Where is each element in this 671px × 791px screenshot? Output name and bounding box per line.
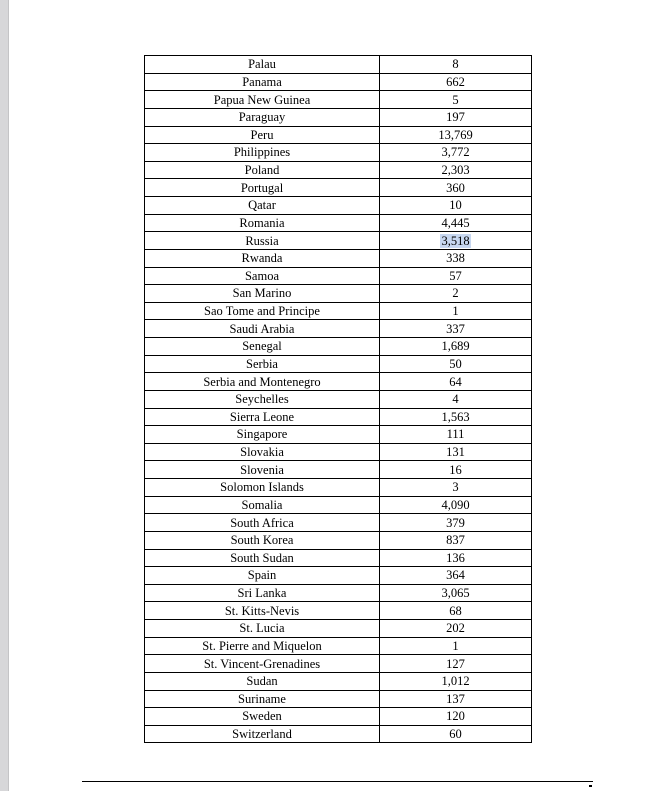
value-text: 379 xyxy=(446,515,465,530)
country-cell[interactable] xyxy=(145,232,380,250)
table-row xyxy=(145,73,532,91)
table-row xyxy=(145,567,532,585)
table-row xyxy=(145,355,532,373)
country-name: Poland xyxy=(244,163,280,178)
country-cell[interactable] xyxy=(145,373,380,391)
table-row xyxy=(145,443,532,461)
value-text: 1,563 xyxy=(441,409,470,424)
value-text: 2,303 xyxy=(441,163,470,178)
table-row xyxy=(145,302,532,320)
country-name: Slovenia xyxy=(240,462,284,477)
country-cell[interactable] xyxy=(145,126,380,144)
value-cell[interactable] xyxy=(380,514,532,532)
value-cell[interactable] xyxy=(380,672,532,690)
table-row xyxy=(145,690,532,708)
country-cell[interactable] xyxy=(145,302,380,320)
country-name: Serbia and Montenegro xyxy=(203,374,321,389)
table-row xyxy=(145,725,532,743)
value-cell[interactable] xyxy=(380,373,532,391)
value-text: 57 xyxy=(449,268,462,283)
value-text: 136 xyxy=(446,550,465,565)
country-cell[interactable] xyxy=(145,56,380,74)
value-cell[interactable] xyxy=(380,567,532,585)
value-cell[interactable] xyxy=(380,443,532,461)
value-text: 3 xyxy=(452,480,459,495)
country-name: Suriname xyxy=(238,691,286,706)
country-cell[interactable] xyxy=(145,637,380,655)
country-cell[interactable] xyxy=(145,91,380,109)
value-text: 16 xyxy=(449,462,462,477)
value-cell[interactable] xyxy=(380,602,532,620)
table-row xyxy=(145,496,532,514)
value-cell[interactable] xyxy=(380,56,532,74)
country-name: Sierra Leone xyxy=(229,409,295,424)
value-cell[interactable] xyxy=(380,584,532,602)
value-cell[interactable] xyxy=(380,249,532,267)
table-row xyxy=(145,549,532,567)
country-cell[interactable] xyxy=(145,214,380,232)
table-body xyxy=(145,56,532,743)
table-row xyxy=(145,126,532,144)
value-text: 1 xyxy=(452,304,459,319)
country-name: St. Lucia xyxy=(239,621,285,636)
value-cell[interactable] xyxy=(380,320,532,338)
country-cell[interactable] xyxy=(145,426,380,444)
value-cell[interactable] xyxy=(380,179,532,197)
country-name: Russia xyxy=(245,233,279,248)
country-name: St. Pierre and Miquelon xyxy=(202,638,322,653)
country-name: Sudan xyxy=(246,674,278,689)
value-text: 364 xyxy=(446,568,465,583)
country-cell[interactable] xyxy=(145,708,380,726)
value-cell[interactable] xyxy=(380,479,532,497)
country-cell[interactable] xyxy=(145,73,380,91)
value-text: 4,090 xyxy=(441,497,470,512)
value-text: 360 xyxy=(446,180,465,195)
value-text: 4,445 xyxy=(441,215,470,230)
value-cell[interactable] xyxy=(380,390,532,408)
table-row xyxy=(145,672,532,690)
value-cell[interactable] xyxy=(380,161,532,179)
country-name: Papua New Guinea xyxy=(213,92,311,107)
country-name: Sao Tome and Principe xyxy=(204,304,320,319)
value-cell[interactable] xyxy=(380,338,532,356)
table-row xyxy=(145,531,532,549)
country-name: Switzerland xyxy=(232,727,292,742)
value-text: 8 xyxy=(452,57,459,72)
table-row xyxy=(145,56,532,74)
table-row xyxy=(145,179,532,197)
value-cell[interactable] xyxy=(380,267,532,285)
value-text: 3,772 xyxy=(441,145,470,160)
value-cell[interactable] xyxy=(380,496,532,514)
country-name: South Africa xyxy=(230,515,294,530)
country-cell[interactable] xyxy=(145,549,380,567)
country-cell[interactable] xyxy=(145,620,380,638)
table-row xyxy=(145,479,532,497)
value-cell[interactable] xyxy=(380,637,532,655)
selected-value: 3,518 xyxy=(441,233,470,248)
country-name: Sweden xyxy=(242,709,282,724)
table-row xyxy=(145,408,532,426)
value-text: 4 xyxy=(452,392,459,407)
country-cell[interactable] xyxy=(145,267,380,285)
value-cell[interactable] xyxy=(380,126,532,144)
country-name: Serbia xyxy=(246,356,278,371)
table-row xyxy=(145,655,532,673)
value-text: 60 xyxy=(449,727,462,742)
value-cell[interactable] xyxy=(380,302,532,320)
value-cell[interactable] xyxy=(380,708,532,726)
value-cell[interactable] xyxy=(380,355,532,373)
country-name: Philippines xyxy=(233,145,291,160)
country-cell[interactable] xyxy=(145,461,380,479)
country-name: Palau xyxy=(248,57,276,72)
country-cell[interactable] xyxy=(145,479,380,497)
country-name: San Marino xyxy=(232,286,292,301)
country-cell[interactable] xyxy=(145,602,380,620)
table-row xyxy=(145,637,532,655)
value-text: 1 xyxy=(452,638,459,653)
table-row xyxy=(145,620,532,638)
value-cell[interactable] xyxy=(380,285,532,303)
country-name: Rwanda xyxy=(241,251,283,266)
country-name: Senegal xyxy=(242,339,282,354)
value-text: 111 xyxy=(446,427,465,442)
country-cell[interactable] xyxy=(145,355,380,373)
country-name: South Sudan xyxy=(230,550,294,565)
country-cell[interactable] xyxy=(145,144,380,162)
value-text: 131 xyxy=(446,445,465,460)
value-cell[interactable] xyxy=(380,690,532,708)
country-cell[interactable] xyxy=(145,584,380,602)
country-cell[interactable] xyxy=(145,197,380,215)
country-cell[interactable] xyxy=(145,725,380,743)
table-row xyxy=(145,197,532,215)
value-cell[interactable] xyxy=(380,655,532,673)
country-name: St. Kitts-Nevis xyxy=(224,603,300,618)
country-cell[interactable] xyxy=(145,179,380,197)
value-text: 662 xyxy=(446,74,465,89)
value-text: 50 xyxy=(449,356,462,371)
country-cell[interactable] xyxy=(145,338,380,356)
country-cell[interactable] xyxy=(145,285,380,303)
country-name: Spain xyxy=(247,568,277,583)
value-cell[interactable] xyxy=(380,725,532,743)
value-text: 1,689 xyxy=(441,339,470,354)
table-row xyxy=(145,144,532,162)
value-cell[interactable] xyxy=(380,73,532,91)
country-cell[interactable] xyxy=(145,672,380,690)
value-text: 13,769 xyxy=(438,127,473,142)
country-cell[interactable] xyxy=(145,443,380,461)
value-text: 1,012 xyxy=(441,674,470,689)
country-cell[interactable] xyxy=(145,496,380,514)
table-row xyxy=(145,602,532,620)
value-text: 64 xyxy=(449,374,462,389)
country-name: Romania xyxy=(239,215,285,230)
table-row xyxy=(145,338,532,356)
country-name: Paraguay xyxy=(238,110,286,125)
value-text: 337 xyxy=(446,321,465,336)
country-name: Panama xyxy=(242,74,282,89)
table-row xyxy=(145,285,532,303)
table-row xyxy=(145,461,532,479)
country-cell[interactable] xyxy=(145,408,380,426)
table-row xyxy=(145,584,532,602)
value-cell[interactable] xyxy=(380,108,532,126)
value-cell[interactable] xyxy=(380,549,532,567)
value-cell[interactable] xyxy=(380,214,532,232)
country-name: Slovakia xyxy=(240,445,284,460)
value-cell[interactable] xyxy=(380,91,532,109)
table-row xyxy=(145,91,532,109)
footnote-separator-line xyxy=(82,781,593,782)
country-cell[interactable] xyxy=(145,690,380,708)
country-name: Sri Lanka xyxy=(237,586,287,601)
value-cell[interactable] xyxy=(380,408,532,426)
table-row xyxy=(145,249,532,267)
country-cell[interactable] xyxy=(145,161,380,179)
value-cell[interactable] xyxy=(380,426,532,444)
table-row xyxy=(145,373,532,391)
value-text: 2 xyxy=(452,286,459,301)
table-row xyxy=(145,232,532,250)
country-cell[interactable] xyxy=(145,567,380,585)
value-text: 68 xyxy=(449,603,462,618)
table-row xyxy=(145,267,532,285)
country-name: Solomon Islands xyxy=(220,480,304,495)
country-name: Peru xyxy=(250,127,274,142)
value-text: 10 xyxy=(449,198,462,213)
value-text: 5 xyxy=(452,92,459,107)
country-cell[interactable] xyxy=(145,249,380,267)
table-row xyxy=(145,161,532,179)
country-cell[interactable] xyxy=(145,514,380,532)
country-name: Saudi Arabia xyxy=(229,321,295,336)
value-text: 837 xyxy=(446,533,465,548)
table-row xyxy=(145,108,532,126)
table-row xyxy=(145,320,532,338)
value-text: 3,065 xyxy=(441,586,470,601)
country-value-table xyxy=(144,55,532,743)
table-row xyxy=(145,214,532,232)
value-text: 137 xyxy=(446,691,465,706)
country-name: Singapore xyxy=(236,427,288,442)
country-name: Qatar xyxy=(248,198,276,213)
table-row xyxy=(145,426,532,444)
footnote-mark xyxy=(589,785,592,787)
table-row xyxy=(145,390,532,408)
value-cell[interactable] xyxy=(380,232,532,250)
table-row xyxy=(145,708,532,726)
table-row xyxy=(145,514,532,532)
value-cell[interactable] xyxy=(380,620,532,638)
value-cell[interactable] xyxy=(380,531,532,549)
country-cell[interactable] xyxy=(145,655,380,673)
value-text: 120 xyxy=(446,709,465,724)
country-name: Seychelles xyxy=(235,392,289,407)
country-name: St. Vincent-Grenadines xyxy=(203,656,321,671)
window-left-gutter xyxy=(0,0,8,791)
country-name: Portugal xyxy=(240,180,284,195)
value-cell[interactable] xyxy=(380,461,532,479)
country-cell[interactable] xyxy=(145,390,380,408)
document-page[interactable] xyxy=(9,0,671,791)
country-name: South Korea xyxy=(230,533,294,548)
value-cell[interactable] xyxy=(380,197,532,215)
value-cell[interactable] xyxy=(380,144,532,162)
country-name: Samoa xyxy=(244,268,280,283)
value-text: 127 xyxy=(446,656,465,671)
value-text: 197 xyxy=(446,110,465,125)
country-name: Somalia xyxy=(241,497,283,512)
value-text: 338 xyxy=(446,251,465,266)
country-cell[interactable] xyxy=(145,531,380,549)
value-text: 202 xyxy=(446,621,465,636)
country-cell[interactable] xyxy=(145,320,380,338)
country-cell[interactable] xyxy=(145,108,380,126)
